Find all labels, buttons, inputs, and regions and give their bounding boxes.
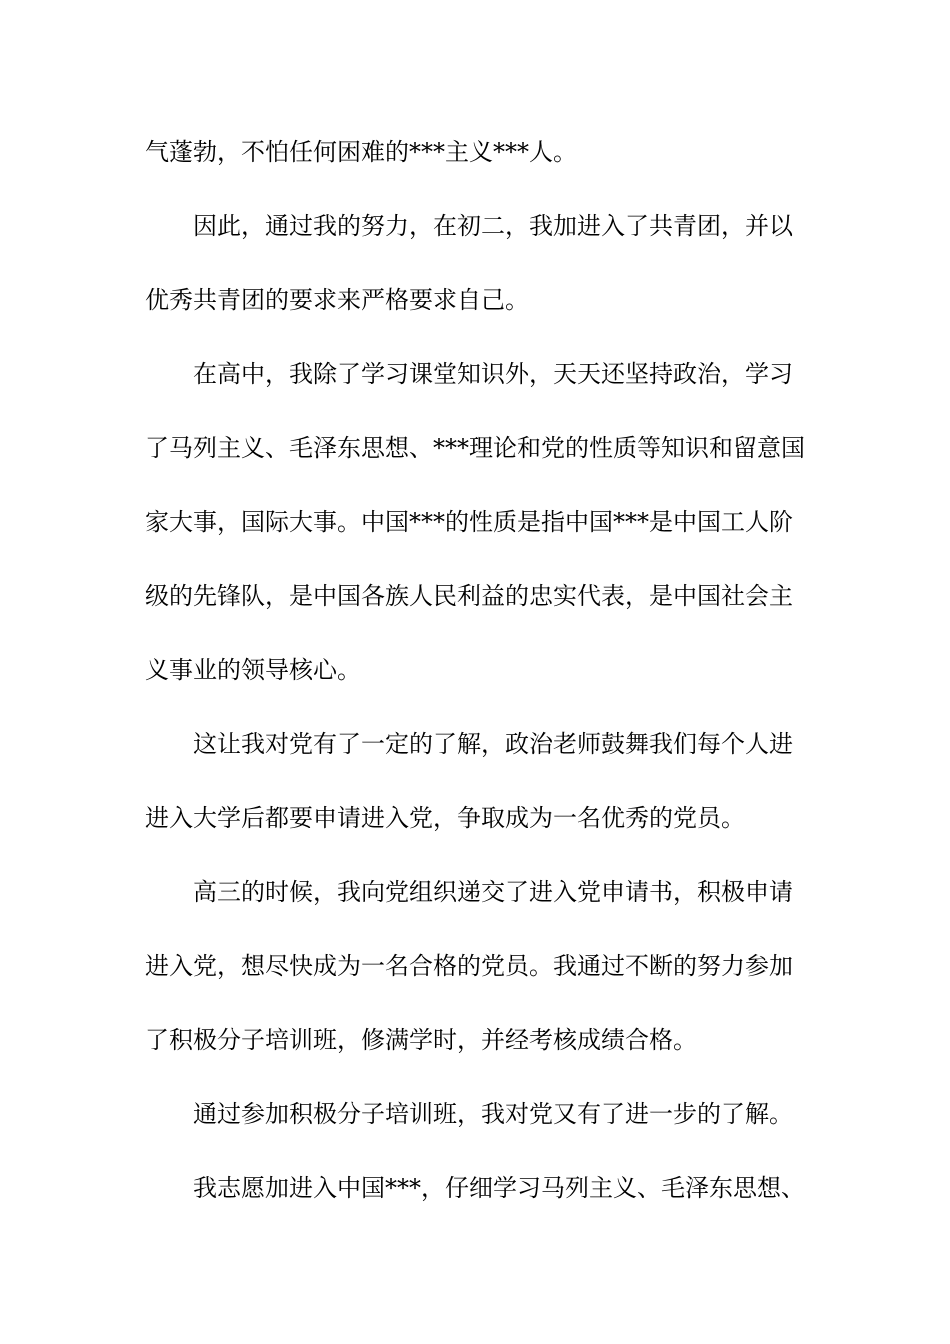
text-line: 了积极分子培训班，修满学时，并经考核成绩合格。	[145, 1026, 697, 1054]
text-line: 级的先锋队，是中国各族人民利益的忠实代表，是中国社会主	[145, 582, 793, 610]
text-line: 了马列主义、毛泽东思想、***理论和党的性质等知识和留意国	[145, 434, 805, 462]
text-line: 因此，通过我的努力，在初二，我加进入了共青团，并以	[193, 212, 793, 240]
text-line: 进入大学后都要申请进入党，争取成为一名优秀的党员。	[145, 804, 745, 832]
text-line: 优秀共青团的要求来严格要求自己。	[145, 286, 529, 314]
text-line: 通过参加积极分子培训班，我对党又有了进一步的了解。	[193, 1100, 793, 1128]
text-line: 在高中，我除了学习课堂知识外，天天还坚持政治，学习	[193, 360, 793, 388]
text-line: 进入党，想尽快成为一名合格的党员。我通过不断的努力参加	[145, 952, 793, 980]
text-line: 高三的时候，我向党组织递交了进入党申请书，积极申请	[193, 878, 793, 906]
text-line: 这让我对党有了一定的了解，政治老师鼓舞我们每个人进	[193, 730, 793, 758]
text-line: 气蓬勃，不怕任何困难的***主义***人。	[145, 138, 577, 166]
text-line: 我志愿加进入中国***，仔细学习马列主义、毛泽东思想、	[193, 1174, 805, 1202]
text-line: 家大事，国际大事。中国***的性质是指中国***是中国工人阶	[145, 508, 793, 536]
text-line: 义事业的领导核心。	[145, 656, 361, 684]
